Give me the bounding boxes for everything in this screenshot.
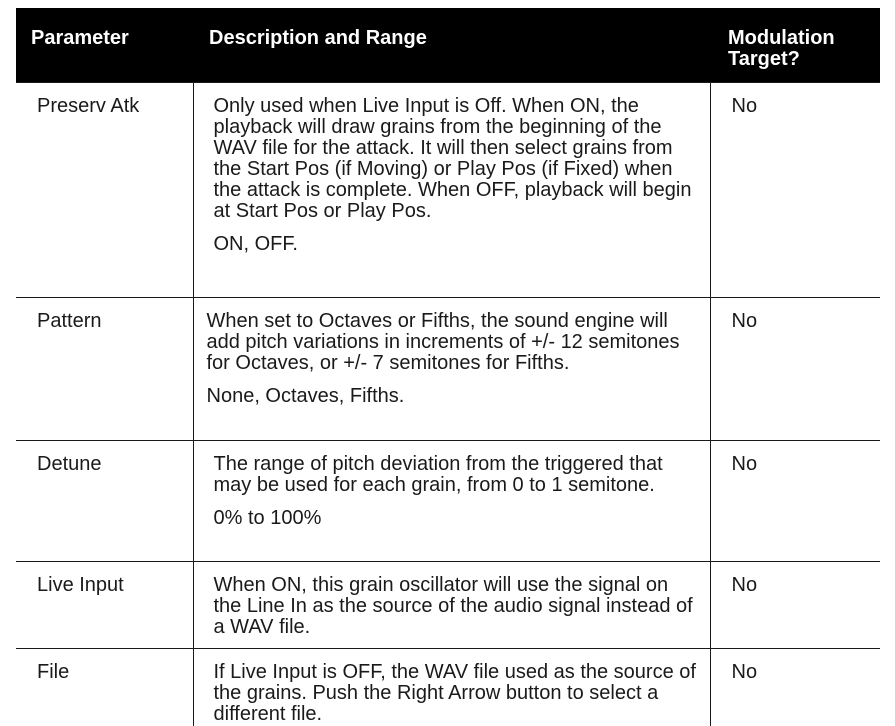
header-modulation-line1: Modulation [728, 27, 835, 49]
param-name: File [16, 649, 193, 726]
param-range: None, Octaves, Fifths. [206, 385, 405, 407]
param-description: Only used when Live Input is Off. When ON, the playback will draw grains from the beginning of the WAV file for the attack. It will then select grains from the Start Pos (if Moving) or Play Pos (if Fixed) when the attack is complete. When OFF, playback will begin at Start Pos or Play Pos. [213, 95, 692, 222]
table-row-file [16, 649, 880, 726]
param-name: Live Input [16, 562, 193, 649]
table-row-detune [16, 441, 880, 562]
param-name: Pattern [16, 298, 193, 441]
param-description-cell [193, 562, 710, 649]
param-name: Detune [16, 441, 193, 562]
header-modulation-line2: Target? [728, 48, 800, 70]
param-description: When ON, this grain oscillator will use the signal on the Line In as the source of the audio signal instead of a WAV file. [213, 574, 693, 638]
table-row-pattern [16, 298, 880, 441]
param-modulation: No [710, 298, 880, 441]
param-description: When set to Octaves or Fifths, the sound engine will add pitch variations in increments of +/- 12 semitones for Octaves, or +/- 7 semitones for Fifths. [206, 310, 680, 374]
param-description: If Live Input is OFF, the WAV file used as the source of the grains. Push the Right Arrow button to select a different file. [213, 661, 696, 725]
param-description-cell [193, 649, 710, 726]
parameter-table [16, 8, 880, 726]
table-header-row [16, 8, 880, 83]
param-description: The range of pitch deviation from the triggered that may be used for each grain, from 0 to 1 semitone. [213, 453, 663, 496]
param-modulation: No [710, 83, 880, 298]
param-description-cell [193, 83, 710, 298]
param-range: ON, OFF. [213, 233, 298, 255]
table-row-live-input [16, 562, 880, 649]
header-modulation [710, 8, 880, 83]
parameter-table-container [16, 8, 880, 726]
param-modulation: No [710, 562, 880, 649]
param-name: Preserv Atk [16, 83, 193, 298]
table-row-preserv-atk [16, 83, 880, 298]
param-modulation: No [710, 649, 880, 726]
header-parameter: Parameter [16, 8, 193, 83]
param-description-cell [193, 298, 710, 441]
param-description-cell [193, 441, 710, 562]
param-range: 0% to 100% [213, 507, 322, 529]
header-description: Description and Range [193, 8, 710, 83]
param-modulation: No [710, 441, 880, 562]
